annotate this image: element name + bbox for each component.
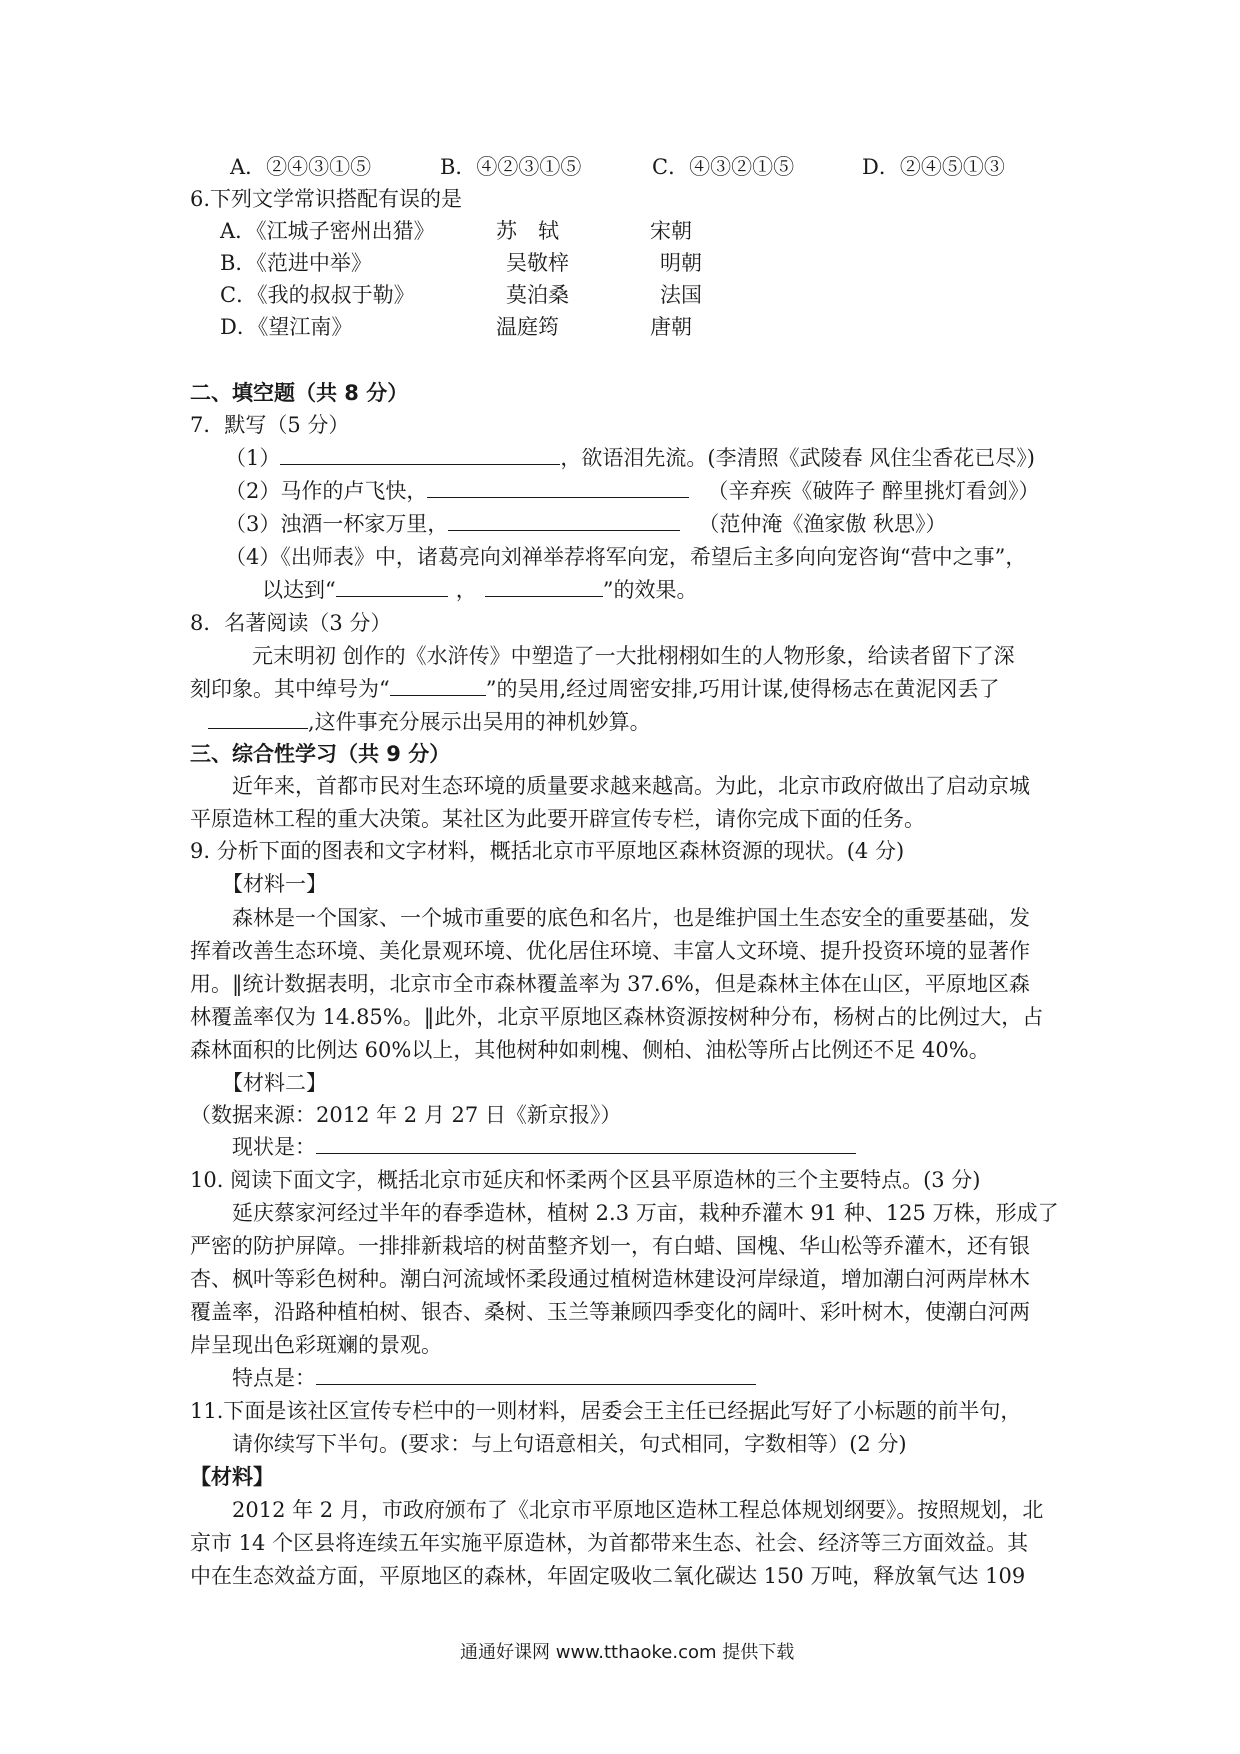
q8-stem: 8．名著阅读（3 分） <box>190 611 392 635</box>
q8-blank-2[interactable] <box>208 706 308 729</box>
material-line-1: 2012 年 2 月，市政府颁布了《北京市平原地区造林工程总体规划纲要》。按照规划，北 <box>232 1498 1044 1522</box>
q5-option-b: B．④②③①⑤ <box>440 155 582 179</box>
material-line-2: 京市 14 个区县将连续五年实施平原造林，为首都带来生态、社会、经济等三方面效益。其 <box>190 1531 1029 1555</box>
q6-row-a-author: 苏 轼 <box>496 219 559 243</box>
q8-text-a: 刻印象。其中绰号为“ <box>190 677 390 701</box>
feature-line <box>232 1362 756 1394</box>
material-label: 【材料】 <box>190 1465 274 1489</box>
section3-intro-1: 近年来，首都市民对生态环境的质量要求越来越高。为此，北京市政府做出了启动京城 <box>232 774 1030 798</box>
material2-label: 【材料二】 <box>222 1071 327 1095</box>
q6-row-b-author: 吴敬梓 <box>506 251 569 275</box>
q11-line-2: 请你续写下半句。(要求：与上句语意相关，句式相同，字数相等）(2 分) <box>232 1432 907 1456</box>
q8-line2 <box>190 673 1000 705</box>
q7-item-4-text-c: ”的效果。 <box>602 578 698 602</box>
q6-row-b-label: B．《范进中举》 <box>220 251 372 275</box>
material1-line-4: 林覆盖率仅为 14.85%。‖此外，北京平原地区森林资源按树种分布，杨树占的比例过大，占 <box>190 1005 1044 1029</box>
q11-line-1: 11.下面是该社区宣传专栏中的一则材料，居委会王主任已经据此写好了小标题的前半句， <box>190 1399 1022 1423</box>
q7-item-4-blank-2[interactable] <box>485 574 603 597</box>
q10-line-3: 杏、枫叶等彩色树种。潮白河流域怀柔段通过植树造林建设河岸绿道，增加潮白河两岸林木 <box>190 1267 1030 1291</box>
q10-line-5: 岸呈现出色彩斑斓的景观。 <box>190 1333 442 1357</box>
q7-stem: 7．默写（5 分） <box>190 413 350 437</box>
q6-row-d-author: 温庭筠 <box>496 315 559 339</box>
data-source: （数据来源：2012 年 2 月 27 日《新京报》） <box>190 1103 622 1127</box>
q10-line-2: 严密的防护屏障。一排排新栽培的树苗整齐划一，有白蜡、国槐、华山松等乔灌木，还有银 <box>190 1234 1030 1258</box>
material1-line-1: 森林是一个国家、一个城市重要的底色和名片，也是维护国土生态安全的重要基础，发 <box>232 906 1030 930</box>
q5-option-a: A．②④③①⑤ <box>230 155 372 179</box>
material1-line-2: 挥着改善生态环境、美化景观环境、优化居住环境、丰富人文环境、提升投资环境的显著作 <box>190 939 1030 963</box>
material-line-3: 中在生态效益方面，平原地区的森林，年固定吸收二氧化碳达 150 万吨，释放氧气达 109 <box>190 1564 1026 1588</box>
q8-blank-1[interactable] <box>390 673 486 696</box>
q5-option-c: C．④③②①⑤ <box>652 155 795 179</box>
q7-item-3-blank[interactable] <box>448 508 680 531</box>
q6-row-a-label: A．《江城子密州出猎》 <box>220 219 435 243</box>
q8-text-b: ”的吴用,经过周密安排,巧用计谋,使得杨志在黄泥冈丢了 <box>485 677 1000 701</box>
q6-row-c-author: 莫泊桑 <box>506 283 569 307</box>
q8-text-c: ,这件事充分展示出吴用的神机妙算。 <box>308 710 651 734</box>
q7-item-3 <box>225 508 947 540</box>
feature-blank[interactable] <box>316 1362 756 1385</box>
q7-item-2-blank[interactable] <box>427 475 689 498</box>
q7-item-4-line1: （4）《出师表》中，诸葛亮向刘禅举荐将军向宠，希望后主多向向宠咨询“营中之事”， <box>225 545 1027 569</box>
q6-row-c-label: C．《我的叔叔于勒》 <box>220 283 415 307</box>
status-label: 现状是： <box>232 1135 316 1159</box>
q7-item-3-post: （范仲淹《渔家傲 秋思》） <box>698 512 947 536</box>
q9-stem: 9. 分析下面的图表和文字材料，概括北京市平原地区森林资源的现状。(4 分) <box>190 839 905 863</box>
q8-line3 <box>208 706 651 738</box>
q10-stem: 10. 阅读下面文字，概括北京市延庆和怀柔两个区县平原造林的三个主要特点。(3 分) <box>190 1168 981 1192</box>
q10-line-1: 延庆蔡家河经过半年的春季造林，植树 2.3 万亩，栽种乔灌木 91 种、125 万株，形成了 <box>232 1201 1059 1225</box>
q7-item-2-pre: （2）马作的卢飞快， <box>225 479 428 503</box>
section3-title: 三、综合性学习（共 9 分） <box>190 742 451 766</box>
q7-item-3-pre: （3）浊酒一杯家万里， <box>225 512 449 536</box>
q7-item-1-post: ，欲语泪先流。(李清照《武陵春 风住尘香花已尽》) <box>560 446 1035 470</box>
material1-line-3: 用。‖统计数据表明，北京市全市森林覆盖率为 37.6%，但是森林主体在山区，平原地区森 <box>190 972 1030 996</box>
material1-label: 【材料一】 <box>222 872 327 896</box>
section2-title: 二、填空题（共 8 分） <box>190 381 409 405</box>
q6-row-b-era: 明朝 <box>660 251 702 275</box>
q7-item-1-blank[interactable] <box>280 442 560 465</box>
q7-item-4-text-a: 以达到“ <box>262 578 336 602</box>
q6-row-a-era: 宋朝 <box>650 219 692 243</box>
q5-option-d: D．②④⑤①③ <box>862 155 1005 179</box>
q7-item-4-blank-1[interactable] <box>336 574 448 597</box>
status-line <box>232 1131 856 1163</box>
q6-row-d-era: 唐朝 <box>650 315 692 339</box>
q6-row-c-era: 法国 <box>660 283 702 307</box>
q7-item-1 <box>225 442 1035 474</box>
section3-intro-2: 平原造林工程的重大决策。某社区为此要开辟宣传专栏，请你完成下面的任务。 <box>190 807 925 831</box>
q7-item-4-line2 <box>262 574 698 606</box>
q6-row-d-label: D．《望江南》 <box>220 315 353 339</box>
footer-download-note: 通通好课网 www.tthaoke.com 提供下载 <box>460 1642 795 1663</box>
q10-line-4: 覆盖率，沿路种植柏树、银杏、桑树、玉兰等兼顾四季变化的阔叶、彩叶树木，使潮白河两 <box>190 1300 1030 1324</box>
material1-line-5: 森林面积的比例达 60%以上，其他树种如刺槐、侧柏、油松等所占比例还不足 40%。 <box>190 1038 990 1062</box>
status-blank[interactable] <box>316 1131 856 1154</box>
q8-line1: 元末明初 创作的《水浒传》中塑造了一大批栩栩如生的人物形象，给读者留下了深 <box>252 644 1015 668</box>
q6-stem: 6.下列文学常识搭配有误的是 <box>190 187 463 211</box>
q7-item-2 <box>225 475 1040 507</box>
q7-item-4-text-b: ， <box>455 578 477 602</box>
q7-item-2-post: （辛弃疾《破阵子 醉里挑灯看剑》） <box>707 479 1040 503</box>
feature-label: 特点是： <box>232 1366 316 1390</box>
q7-item-1-pre: （1） <box>225 446 281 470</box>
